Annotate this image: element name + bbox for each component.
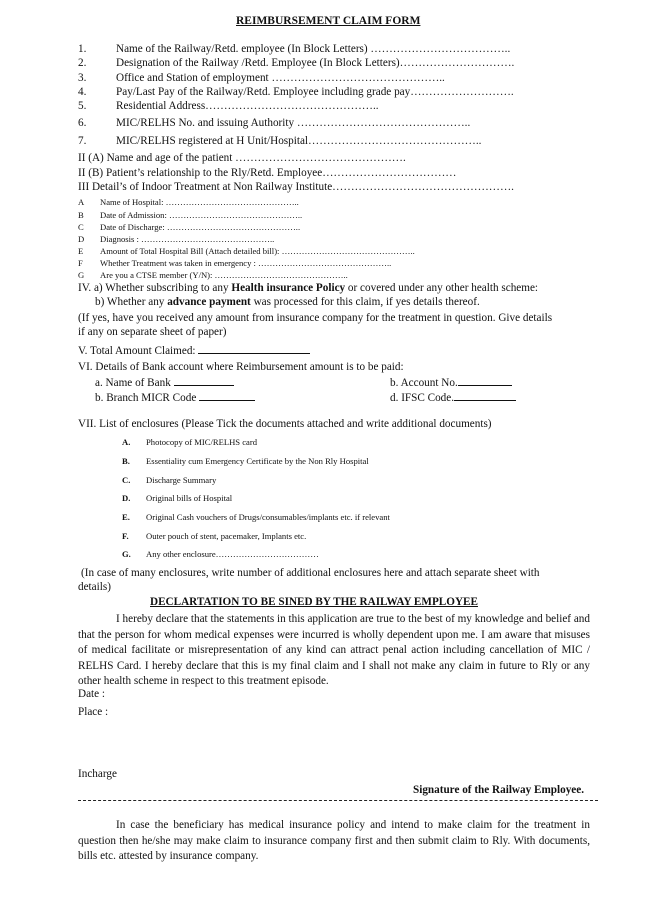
item-num: 5. <box>78 100 87 112</box>
indoor-item-letter: G <box>78 270 85 280</box>
employee-name-field[interactable]: Name of the Railway/Retd. employee (In Block Letters) ……………………………….. <box>116 43 511 55</box>
indoor-treatment-heading: III Detail’s of Indoor Treatment at Non Railway Institute…………………………………………. <box>78 181 514 193</box>
indoor-item-letter: D <box>78 234 85 244</box>
account-no-label: b. Account No. <box>390 376 512 389</box>
enclosure-hospital-bills[interactable]: Original bills of Hospital <box>146 493 233 503</box>
enclosure-note: (In case of many enclosures, write number of additional enclosures here and attach separate sheet with <box>81 567 540 579</box>
enclosure-letter: G. <box>122 549 131 559</box>
hospital-bill-field[interactable]: Amount of Total Hospital Bill (Attach detailed bill): ……………………………………….. <box>100 246 415 256</box>
residential-address-field[interactable]: Residential Address……………………………………….. <box>116 100 379 112</box>
enclosure-outer-pouch[interactable]: Outer pouch of stent, pacemaker, Implants etc. <box>146 531 307 541</box>
signature-label: Signature of the Railway Employee. <box>413 784 585 796</box>
diagnosis-field[interactable]: Diagnosis : ……………………………………….. <box>100 234 275 244</box>
enclosure-letter: D. <box>122 493 131 503</box>
enclosure-mic-card[interactable]: Photocopy of MIC/RELHS card <box>146 437 257 447</box>
branch-micr-label: b. Branch MICR Code <box>95 391 255 404</box>
indoor-item-letter: E <box>78 246 84 256</box>
designation-field[interactable]: Designation of the Railway /Retd. Employee (In Block Letters)…………………………. <box>116 57 515 69</box>
bank-name-input[interactable] <box>174 376 234 386</box>
indoor-item-letter: A <box>78 197 85 207</box>
indoor-item-letter: C <box>78 222 84 232</box>
item-num: 2. <box>78 57 87 69</box>
bank-name-label: a. Name of Bank <box>95 376 234 389</box>
indoor-item-letter: B <box>78 210 84 220</box>
enclosure-other[interactable]: Any other enclosure……………………………… <box>146 549 319 559</box>
separator-line <box>78 800 598 801</box>
insurance-note: (If yes, have you received any amount from insurance company for the treatment in question. Give details <box>78 312 553 324</box>
declaration-text: I hereby declare that the statements in this application are true to the best of my knowledge and belief and that the person for whom medical expenses were incurred is wholly dependent upon me. I am aware that misuses of medical facilitate or misrepresentation of any kind can attract penal action including cancellation of MIC / RELHS Card. I hereby declare that this is my final claim and I shall not make any claim in future to Rly or any other health scheme in respect to this treatment episode. <box>78 613 590 688</box>
total-amount-label: V. Total Amount Claimed: <box>78 344 310 357</box>
enclosure-letter: F. <box>122 531 129 541</box>
patient-name-field[interactable]: II (A) Name and age of the patient ………………………………………. <box>78 152 406 164</box>
form-title: REIMBURSEMENT CLAIM FORM <box>236 15 421 27</box>
item-num: 4. <box>78 86 87 98</box>
insurance-note: if any on separate sheet of paper) <box>78 326 227 338</box>
total-amount-input[interactable] <box>198 344 310 354</box>
account-no-input[interactable] <box>458 376 512 386</box>
insurance-policy-question: IV. a) Whether subscribing to any Health insurance Policy or covered under any other health scheme: <box>78 282 539 294</box>
enclosure-essentiality-certificate[interactable]: Essentiality cum Emergency Certificate by the Non Rly Hospital <box>146 456 369 466</box>
enclosure-letter: B. <box>122 456 130 466</box>
branch-micr-input[interactable] <box>199 391 255 401</box>
advance-payment-question: b) Whether any advance payment was processed for this claim, if yes details thereof. <box>95 296 480 308</box>
enclosure-discharge-summary[interactable]: Discharge Summary <box>146 475 217 485</box>
office-station-field[interactable]: Office and Station of employment ……………………………………….. <box>116 72 445 84</box>
enclosure-letter: A. <box>122 437 131 447</box>
ctse-member-field[interactable]: Are you a CTSE member (Y/N): ……………………………………….. <box>100 270 348 280</box>
pay-field[interactable]: Pay/Last Pay of the Railway/Retd. Employee including grade pay………………………. <box>116 86 514 98</box>
discharge-date-field[interactable]: Date of Discharge: ……………………………………….. <box>100 222 301 232</box>
declaration-title: DECLARTATION TO BE SINED BY THE RAILWAY EMPLOYEE <box>150 596 478 608</box>
mic-relhs-no-field[interactable]: MIC/RELHS No. and issuing Authority ……………………………………….. <box>116 117 471 129</box>
ifsc-label: d. IFSC Code. <box>390 391 516 404</box>
item-num: 7. <box>78 135 87 147</box>
enclosure-letter: E. <box>122 512 130 522</box>
place-label: Place : <box>78 706 109 718</box>
admission-date-field[interactable]: Date of Admission: ……………………………………….. <box>100 210 303 220</box>
date-label: Date : <box>78 688 106 700</box>
enclosure-note: details) <box>78 581 111 593</box>
bank-details-heading: VI. Details of Bank account where Reimbursement amount is to be paid: <box>78 361 404 373</box>
item-num: 3. <box>78 72 87 84</box>
emergency-field[interactable]: Whether Treatment was taken in emergency : ……………………………………….. <box>100 258 392 268</box>
ifsc-input[interactable] <box>454 391 516 401</box>
item-num: 1. <box>78 43 87 55</box>
indoor-item-letter: F <box>78 258 83 268</box>
footer-note: In case the beneficiary has medical insurance policy and intend to make claim for the treatment in question then he/she may make claim to insurance company first and then submit claim to Rly. With documents, bills etc. attested by insurance company. <box>78 819 590 863</box>
hospital-name-field[interactable]: Name of Hospital: ……………………………………….. <box>100 197 299 207</box>
enclosure-cash-vouchers[interactable]: Original Cash vouchers of Drugs/consumables/implants etc. if relevant <box>146 512 390 522</box>
registered-hospital-field[interactable]: MIC/RELHS registered at H Unit/Hospital……………………………………….. <box>116 135 482 147</box>
incharge-label: Incharge <box>78 768 117 780</box>
patient-relationship-field[interactable]: II (B) Patient’s relationship to the Rly/Retd. Employee……………………………… <box>78 167 457 179</box>
enclosures-heading: VII. List of enclosures (Please Tick the documents attached and write additional documents) <box>78 418 492 430</box>
enclosure-letter: C. <box>122 475 131 485</box>
item-num: 6. <box>78 117 87 129</box>
